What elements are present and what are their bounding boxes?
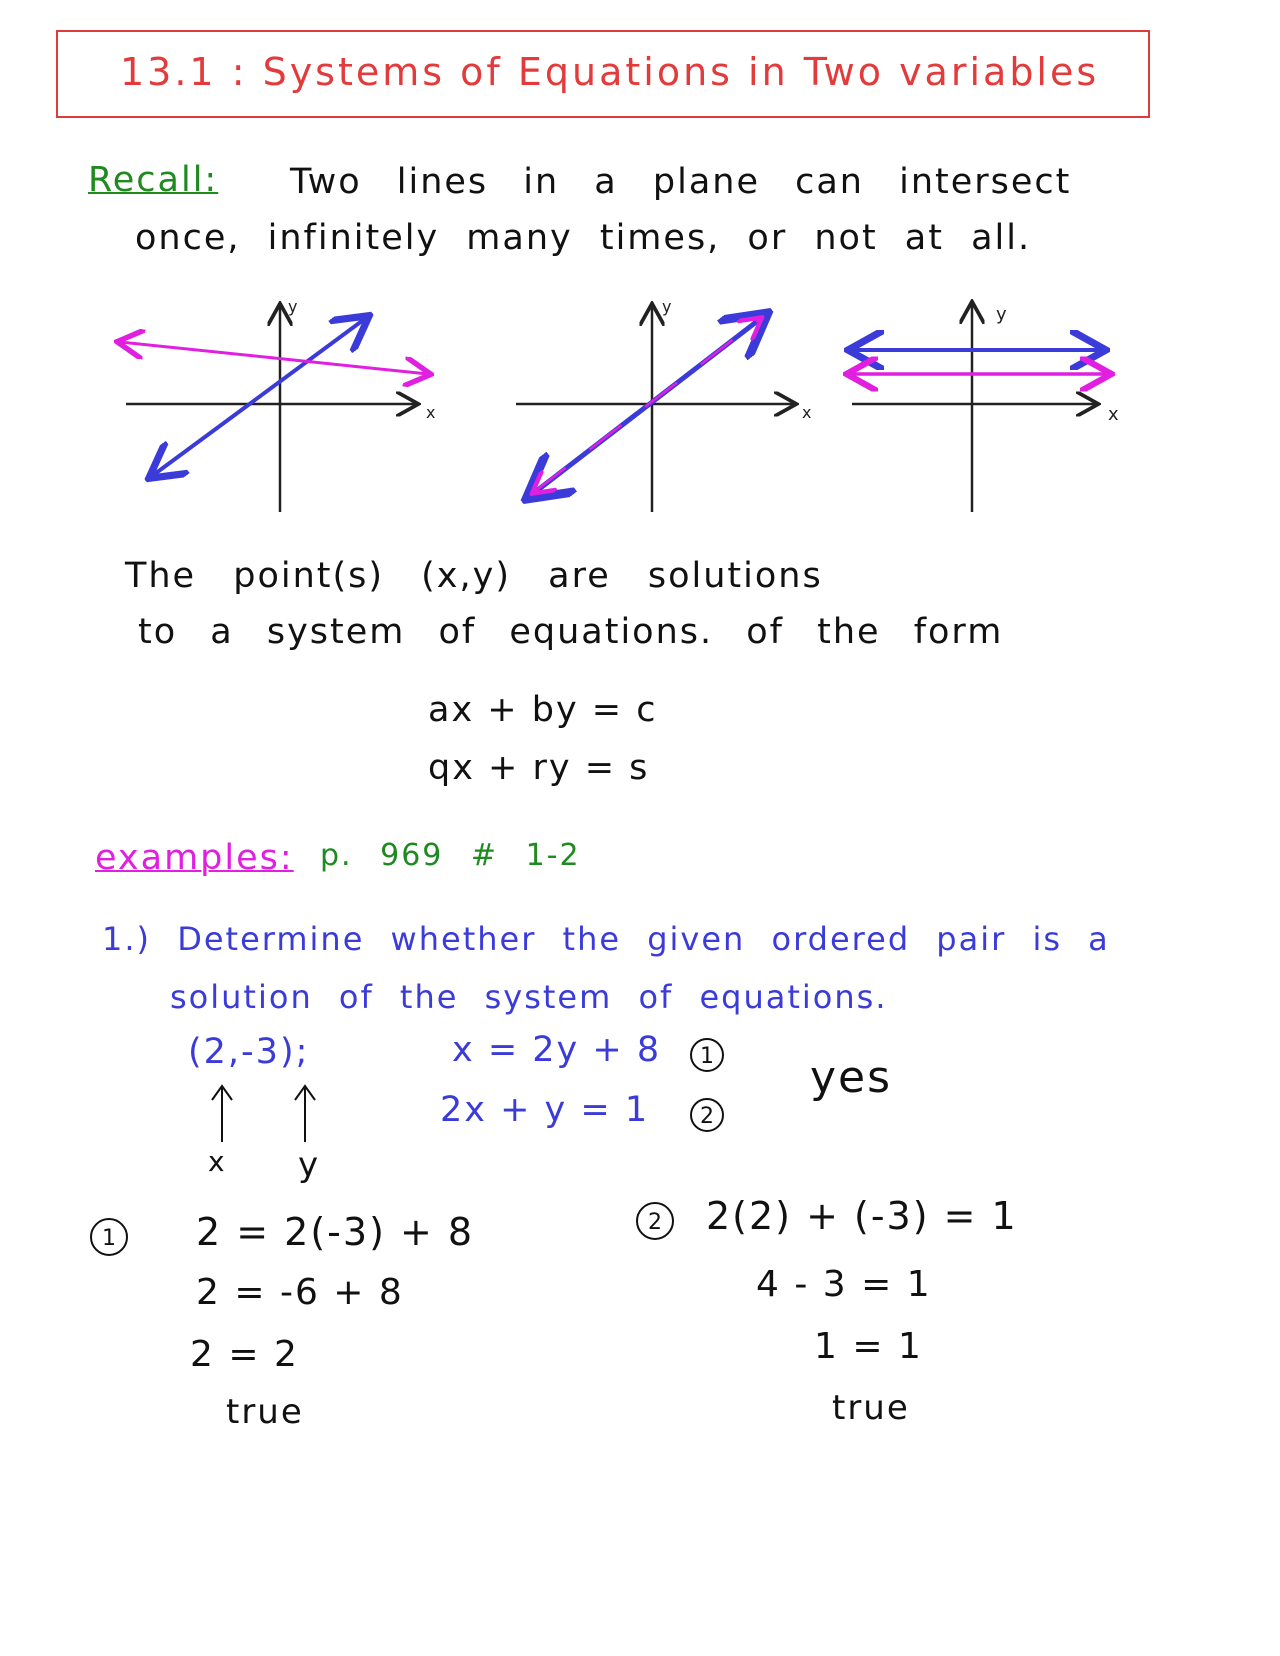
line-blue <box>152 318 366 476</box>
recall-line-1: Two lines in a plane can intersect <box>290 162 1072 202</box>
y-axis-label: y <box>996 304 1007 325</box>
solutions-line-2: to a system of equations. of the form <box>138 612 1004 652</box>
y-axis-label: y <box>662 297 672 316</box>
solutions-line-1: The point(s) (x,y) are solutions <box>125 556 823 596</box>
system-form-eq1: ax + by = c <box>428 690 658 730</box>
check1-line-1: 2 = 2(-3) + 8 <box>196 1210 475 1254</box>
line-magenta <box>120 342 428 374</box>
check2-line-2: 4 - 3 = 1 <box>756 1264 932 1305</box>
system-eq2: 2x + y = 1 <box>440 1090 650 1130</box>
check1-line-2: 2 = -6 + 8 <box>196 1272 404 1313</box>
line-magenta <box>534 319 760 492</box>
x-axis-label: x <box>426 403 436 422</box>
arrow-y-label: y <box>298 1145 321 1185</box>
check2-line-1: 2(2) + (-3) = 1 <box>706 1194 1018 1238</box>
check1-line-3: 2 = 2 <box>190 1334 299 1375</box>
graph-intersect-once <box>110 290 450 520</box>
arrow-x-label: x <box>208 1145 227 1178</box>
problem1-line-2: solution of the system of equations. <box>170 978 888 1016</box>
y-axis-label: y <box>288 297 298 316</box>
problem1-line-1: 1.) Determine whether the given ordered pair is a <box>102 920 1110 958</box>
examples-label: examples: <box>95 838 294 878</box>
x-axis-label: x <box>802 403 812 422</box>
check2-line-3: 1 = 1 <box>814 1326 923 1367</box>
graph-infinitely-many <box>500 290 820 520</box>
x-axis-label: x <box>1108 404 1119 425</box>
system-eq1: x = 2y + 8 <box>452 1030 662 1070</box>
check1-line-4: true <box>226 1392 304 1432</box>
check2-line-4: true <box>832 1388 910 1428</box>
ordered-pair: (2,-3); <box>188 1032 310 1072</box>
examples-ref: p. 969 # 1-2 <box>320 838 581 873</box>
pair-arrows <box>200 1080 340 1150</box>
check2-number-badge: 2 <box>636 1202 674 1240</box>
page-title: 13.1 : Systems of Equations in Two variables <box>120 50 1100 94</box>
recall-line-2: once, infinitely many times, or not at all. <box>135 218 1032 258</box>
check1-number-badge: 1 <box>90 1218 128 1256</box>
system-form-eq2: qx + ry = s <box>428 748 650 788</box>
answer-yes: yes <box>810 1052 893 1103</box>
eq1-number-badge: 1 <box>690 1038 724 1072</box>
recall-label: Recall: <box>88 160 219 200</box>
eq2-number-badge: 2 <box>690 1098 724 1132</box>
graph-not-at-all <box>840 290 1140 520</box>
